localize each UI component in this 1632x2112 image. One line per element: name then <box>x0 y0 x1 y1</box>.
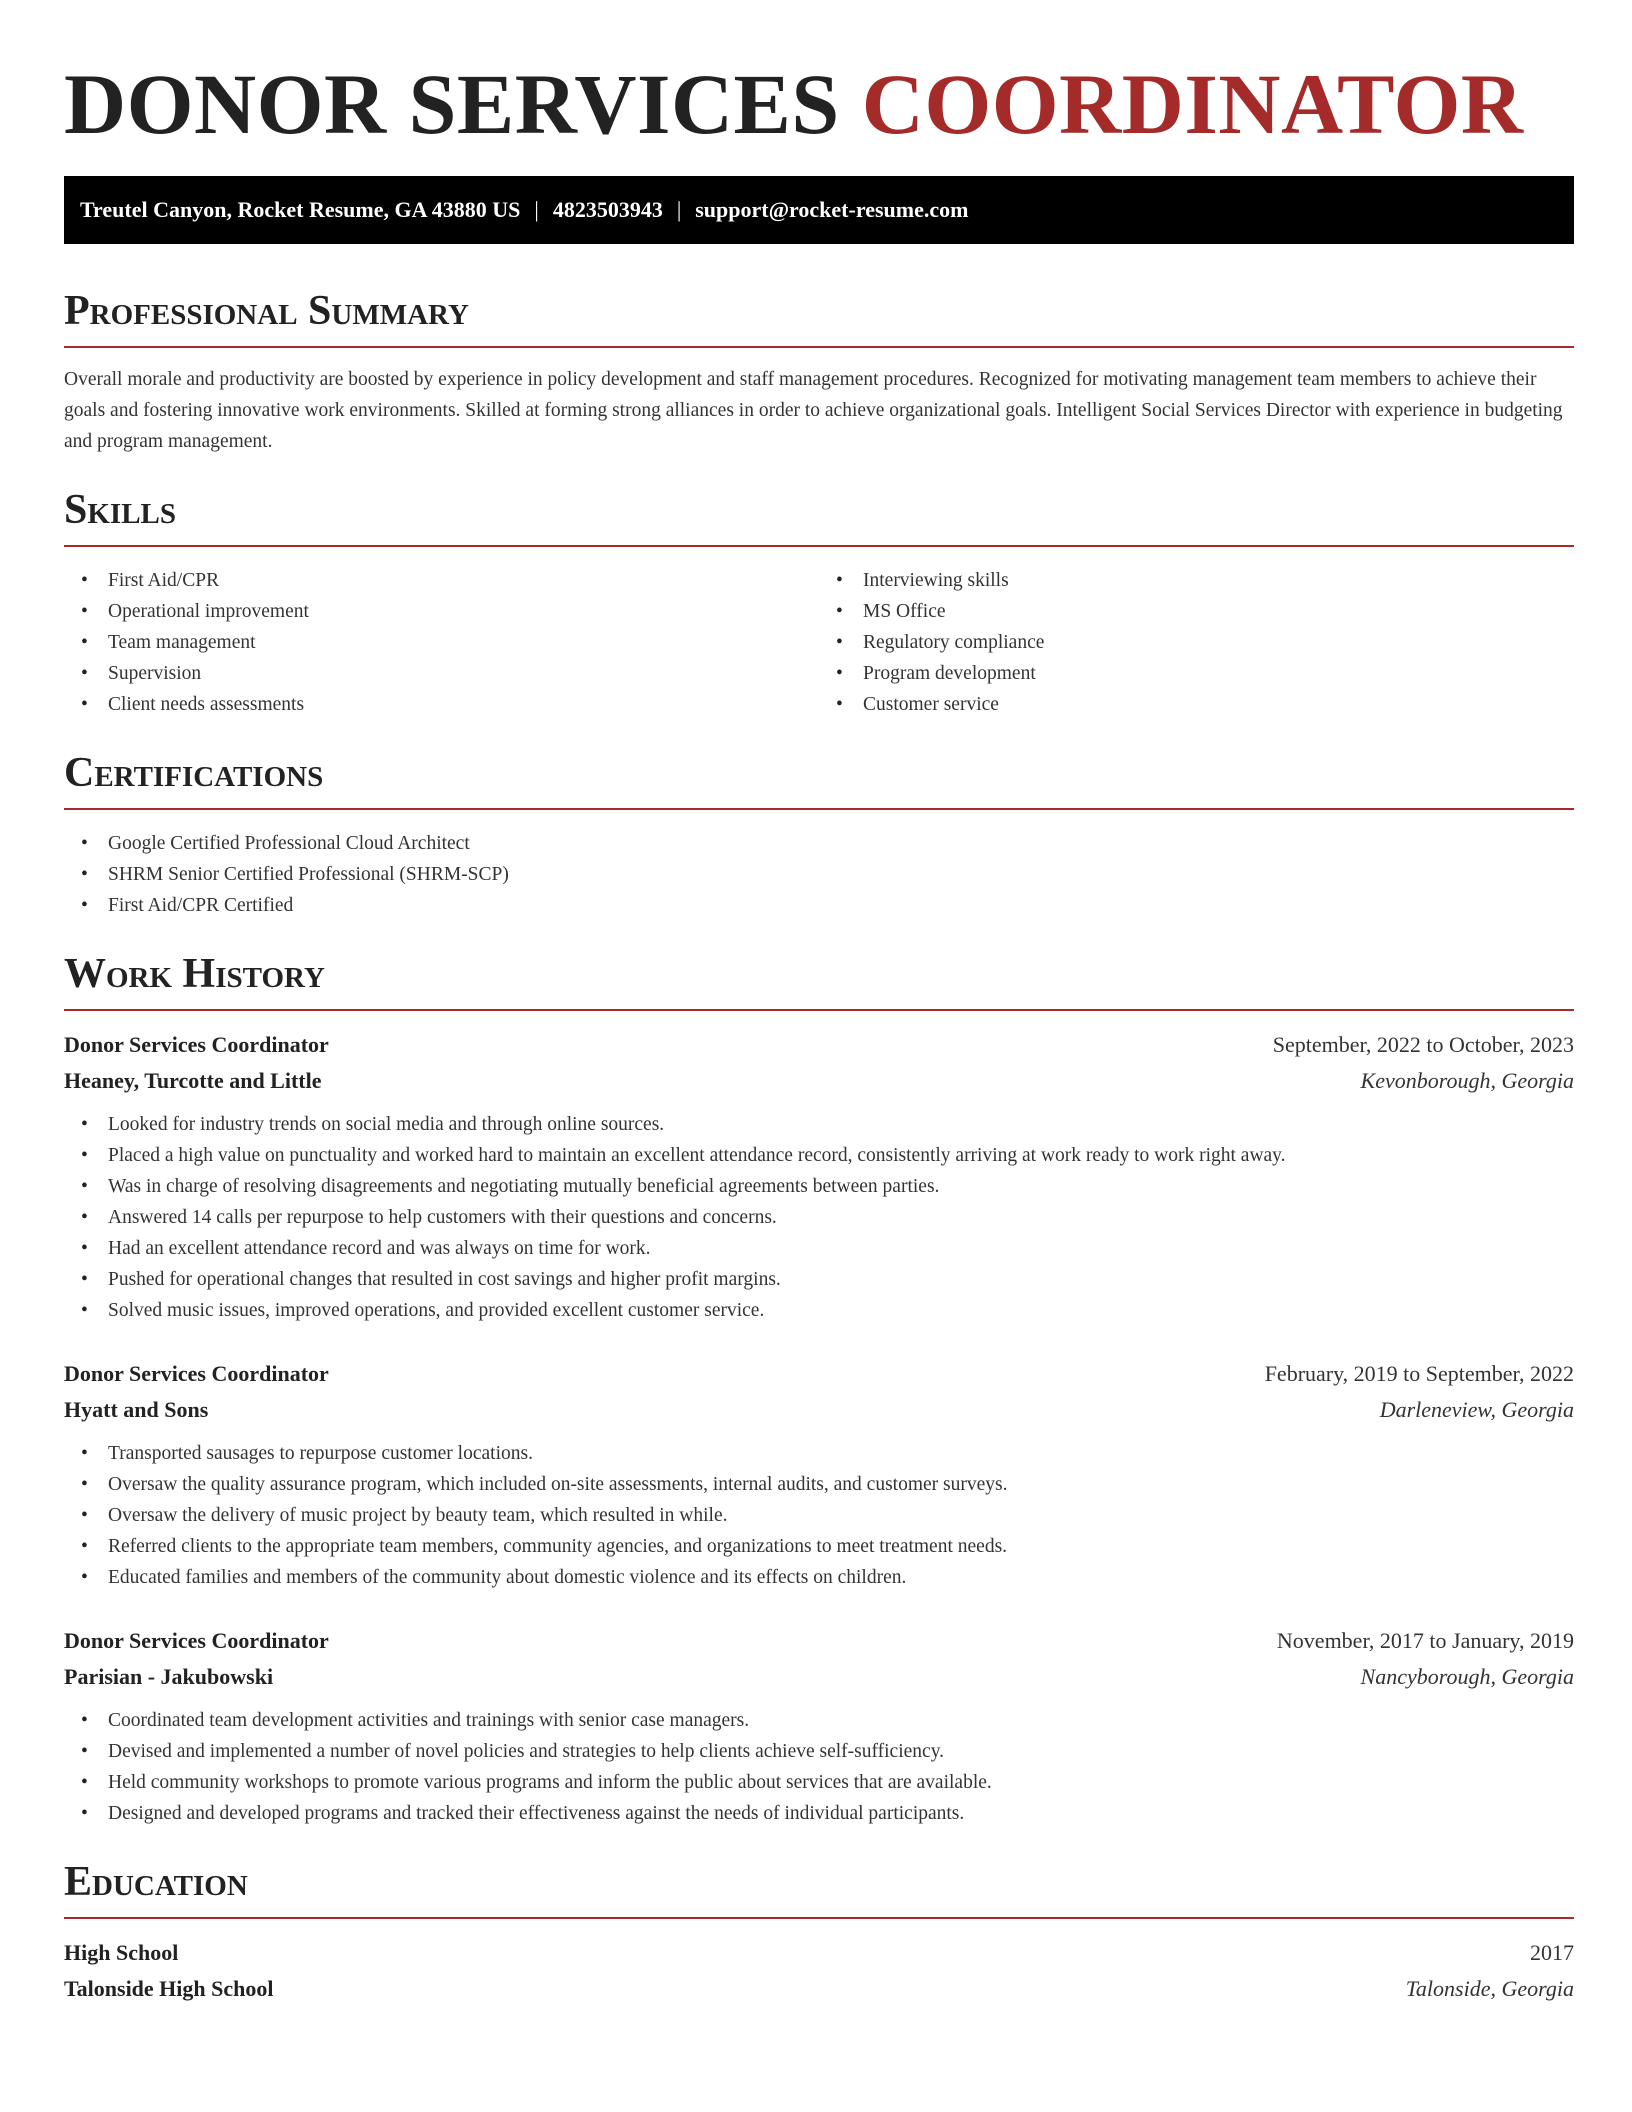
job-title: Donor Services Coordinator <box>64 1032 329 1057</box>
education-heading: Education <box>64 1859 1574 1919</box>
contact-separator: | <box>676 197 682 222</box>
skill-item: • Operational improvement <box>64 596 819 627</box>
job-duties-list <box>64 1705 1574 1829</box>
name-second: COORDINATOR <box>861 56 1524 152</box>
skills-list-right <box>819 565 1574 720</box>
job-employer: Heaney, Turcotte and Little <box>64 1068 322 1093</box>
skill-item: • Interviewing skills <box>819 565 1574 596</box>
work-history-section <box>64 951 1574 1829</box>
certification-item: • First Aid/CPR Certified <box>64 890 1574 921</box>
contact-email[interactable]: support@rocket-resume.com <box>695 197 969 222</box>
job-dates: February, 2019 to September, 2022 <box>1264 1361 1574 1386</box>
education-degree: High School <box>64 1940 179 1965</box>
job-dates: September, 2022 to October, 2023 <box>1272 1032 1574 1057</box>
education-entry <box>64 1935 1574 2007</box>
work-history-heading: Work History <box>64 951 1574 1011</box>
certification-item: • SHRM Senior Certified Professional (SHRM-SCP) <box>64 859 1574 890</box>
contact-phone: 4823503943 <box>552 197 663 222</box>
summary-section <box>64 288 1574 457</box>
job-duty: • Referred clients to the appropriate team members, community agencies, and organizations to meet treatment needs. <box>64 1531 1574 1562</box>
certifications-list <box>64 828 1574 921</box>
job-duty: • Designed and developed programs and tracked their effectiveness against the needs of individual participants. <box>64 1798 1574 1829</box>
education-section <box>64 1859 1574 2007</box>
job-employer-row <box>64 1659 1574 1695</box>
summary-heading: Professional Summary <box>64 288 1574 348</box>
job-location: Nancyborough, Georgia <box>1360 1664 1574 1689</box>
education-header-row <box>64 1935 1574 1971</box>
education-year: 2017 <box>1530 1940 1574 1965</box>
job-duty: • Looked for industry trends on social media and through online sources. <box>64 1109 1574 1140</box>
certifications-section <box>64 750 1574 921</box>
contact-address: Treutel Canyon, Rocket Resume, GA 43880 US <box>80 197 521 222</box>
skill-item: • Supervision <box>64 658 819 689</box>
skills-grid <box>64 565 1574 720</box>
skills-list-left <box>64 565 819 720</box>
job-dates: November, 2017 to January, 2019 <box>1276 1628 1574 1653</box>
summary-text: Overall morale and productivity are boosted by experience in policy development and staff management procedures. Recognized for motivating management team members to achieve their goals and fostering innovative work environments. Skilled at forming strong alliances in order to achieve organizational goals. Intelligent Social Services Director with experience in budgeting and program management. <box>64 369 1563 452</box>
resume-name <box>64 58 1574 150</box>
job-duties-list <box>64 1438 1574 1593</box>
job-duty: • Pushed for operational changes that resulted in cost savings and higher profit margins. <box>64 1264 1574 1295</box>
job-entry <box>64 1356 1574 1593</box>
job-duty: • Held community workshops to promote various programs and inform the public about services that are available. <box>64 1767 1574 1798</box>
job-duty: • Transported sausages to repurpose customer locations. <box>64 1438 1574 1469</box>
name-first: DONOR SERVICES <box>64 56 840 152</box>
contact-separator: | <box>534 197 539 222</box>
contact-bar <box>64 176 1574 244</box>
job-duty: • Educated families and members of the community about domestic violence and its effects on children. <box>64 1562 1574 1593</box>
skills-section <box>64 487 1574 720</box>
job-location: Kevonborough, Georgia <box>1360 1068 1574 1093</box>
skill-item: • Client needs assessments <box>64 689 819 720</box>
certification-item: • Google Certified Professional Cloud Architect <box>64 828 1574 859</box>
job-entry <box>64 1623 1574 1829</box>
job-employer: Hyatt and Sons <box>64 1397 209 1422</box>
job-header-row <box>64 1027 1574 1063</box>
job-duty: • Had an excellent attendance record and was always on time for work. <box>64 1233 1574 1264</box>
job-header-row <box>64 1356 1574 1392</box>
job-duty: • Placed a high value on punctuality and worked hard to maintain an excellent attendance record, consistently arriving at work ready to work right away. <box>64 1140 1574 1171</box>
job-duties-list <box>64 1109 1574 1326</box>
skill-item: • Regulatory compliance <box>819 627 1574 658</box>
skills-heading: Skills <box>64 487 1574 547</box>
job-duty: • Oversaw the delivery of music project by beauty team, which resulted in while. <box>64 1500 1574 1531</box>
job-employer: Parisian - Jakubowski <box>64 1664 274 1689</box>
education-school-row <box>64 1971 1574 2007</box>
skill-item: • First Aid/CPR <box>64 565 819 596</box>
job-employer-row <box>64 1063 1574 1099</box>
job-header-row <box>64 1623 1574 1659</box>
skill-item: • Customer service <box>819 689 1574 720</box>
certifications-heading: Certifications <box>64 750 1574 810</box>
job-duty: • Devised and implemented a number of novel policies and strategies to help clients achieve self-sufficiency. <box>64 1736 1574 1767</box>
resume-page <box>64 0 1574 2007</box>
job-duty: • Coordinated team development activities and trainings with senior case managers. <box>64 1705 1574 1736</box>
job-title: Donor Services Coordinator <box>64 1361 329 1386</box>
job-duty: • Was in charge of resolving disagreements and negotiating mutually beneficial agreements between parties. <box>64 1171 1574 1202</box>
job-title: Donor Services Coordinator <box>64 1628 329 1653</box>
education-location: Talonside, Georgia <box>1405 1976 1574 2001</box>
skill-item: • Program development <box>819 658 1574 689</box>
education-school: Talonside High School <box>64 1976 274 2001</box>
skill-item: • MS Office <box>819 596 1574 627</box>
job-duty: • Answered 14 calls per repurpose to help customers with their questions and concerns. <box>64 1202 1574 1233</box>
job-location: Darleneview, Georgia <box>1379 1397 1574 1422</box>
skill-item: • Team management <box>64 627 819 658</box>
job-duty: • Solved music issues, improved operations, and provided excellent customer service. <box>64 1295 1574 1326</box>
job-duty: • Oversaw the quality assurance program, which included on-site assessments, internal audits, and customer surveys. <box>64 1469 1574 1500</box>
job-entry <box>64 1027 1574 1326</box>
job-employer-row <box>64 1392 1574 1428</box>
